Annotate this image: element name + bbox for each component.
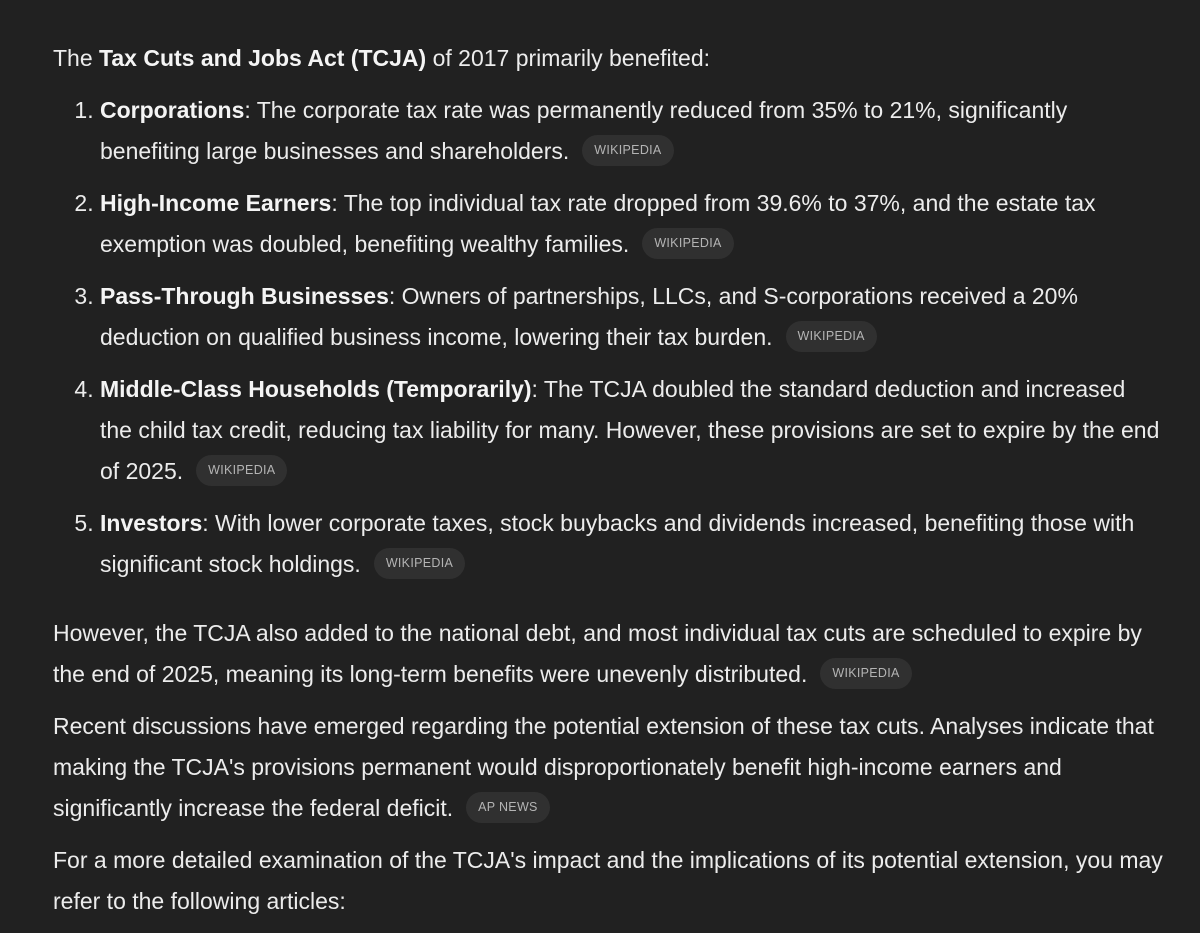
- list-item-text: : Owners of partnerships, LLCs, and S-corporations received a 20% deduction on qualified business income, lowering their tax burden.: [100, 283, 1078, 350]
- list-item: [100, 183, 1163, 265]
- list-item-text: : The TCJA doubled the standard deduction and increased the child tax credit, reducing tax liability for many. However, these provisions are set to expire by the end of 2025.: [100, 376, 1160, 484]
- intro-bold: Tax Cuts and Jobs Act (TCJA): [99, 45, 427, 71]
- citation-badge[interactable]: WIKIPEDIA: [820, 658, 911, 689]
- list-item-title: Investors: [100, 510, 203, 536]
- list-item-title: Pass-Through Businesses: [100, 283, 389, 309]
- citation-badge[interactable]: WIKIPEDIA: [374, 548, 465, 579]
- further-reading-paragraph: [53, 840, 1163, 922]
- intro-after: of 2017 primarily benefited:: [426, 45, 711, 71]
- list-item-text: : The top individual tax rate dropped from 39.6% to 37%, and the estate tax exemption was doubled, benefiting wealthy families.: [100, 190, 1096, 257]
- list-item-title: Corporations: [100, 97, 245, 123]
- list-item-title: Middle-Class Households (Temporarily): [100, 376, 532, 402]
- assistant-message: [53, 38, 1163, 933]
- list-item-text: : With lower corporate taxes, stock buybacks and dividends increased, benefiting those with significant stock holdings.: [100, 510, 1135, 577]
- citation-badge[interactable]: WIKIPEDIA: [582, 135, 673, 166]
- list-item-text: : The corporate tax rate was permanently reduced from 35% to 21%, significantly benefiting large businesses and shareholders.: [100, 97, 1068, 164]
- paragraph-text: However, the TCJA also added to the national debt, and most individual tax cuts are scheduled to expire by the end of 2025, meaning its long-term benefits were unevenly distributed.: [53, 620, 1142, 687]
- paragraph-text: Recent discussions have emerged regarding the potential extension of these tax cuts. Analyses indicate that making the TCJA's provisions permanent would disproportionately benefit high-income earners and significantly increase the federal deficit.: [53, 713, 1154, 821]
- intro-paragraph: [53, 38, 1163, 79]
- list-item: [100, 90, 1163, 172]
- benefits-list: [53, 90, 1163, 585]
- citation-badge[interactable]: WIKIPEDIA: [642, 228, 733, 259]
- citation-badge[interactable]: AP NEWS: [466, 792, 550, 823]
- list-item: [100, 369, 1163, 492]
- list-item: [100, 276, 1163, 358]
- debt-paragraph: [53, 613, 1163, 695]
- list-item-title: High-Income Earners: [100, 190, 332, 216]
- citation-badge[interactable]: WIKIPEDIA: [786, 321, 877, 352]
- extension-paragraph: [53, 706, 1163, 829]
- list-item: [100, 503, 1163, 585]
- citation-badge[interactable]: WIKIPEDIA: [196, 455, 287, 486]
- paragraph-text: For a more detailed examination of the TCJA's impact and the implications of its potential extension, you may refer to the following articles:: [53, 847, 1163, 914]
- intro-before: The: [53, 45, 100, 71]
